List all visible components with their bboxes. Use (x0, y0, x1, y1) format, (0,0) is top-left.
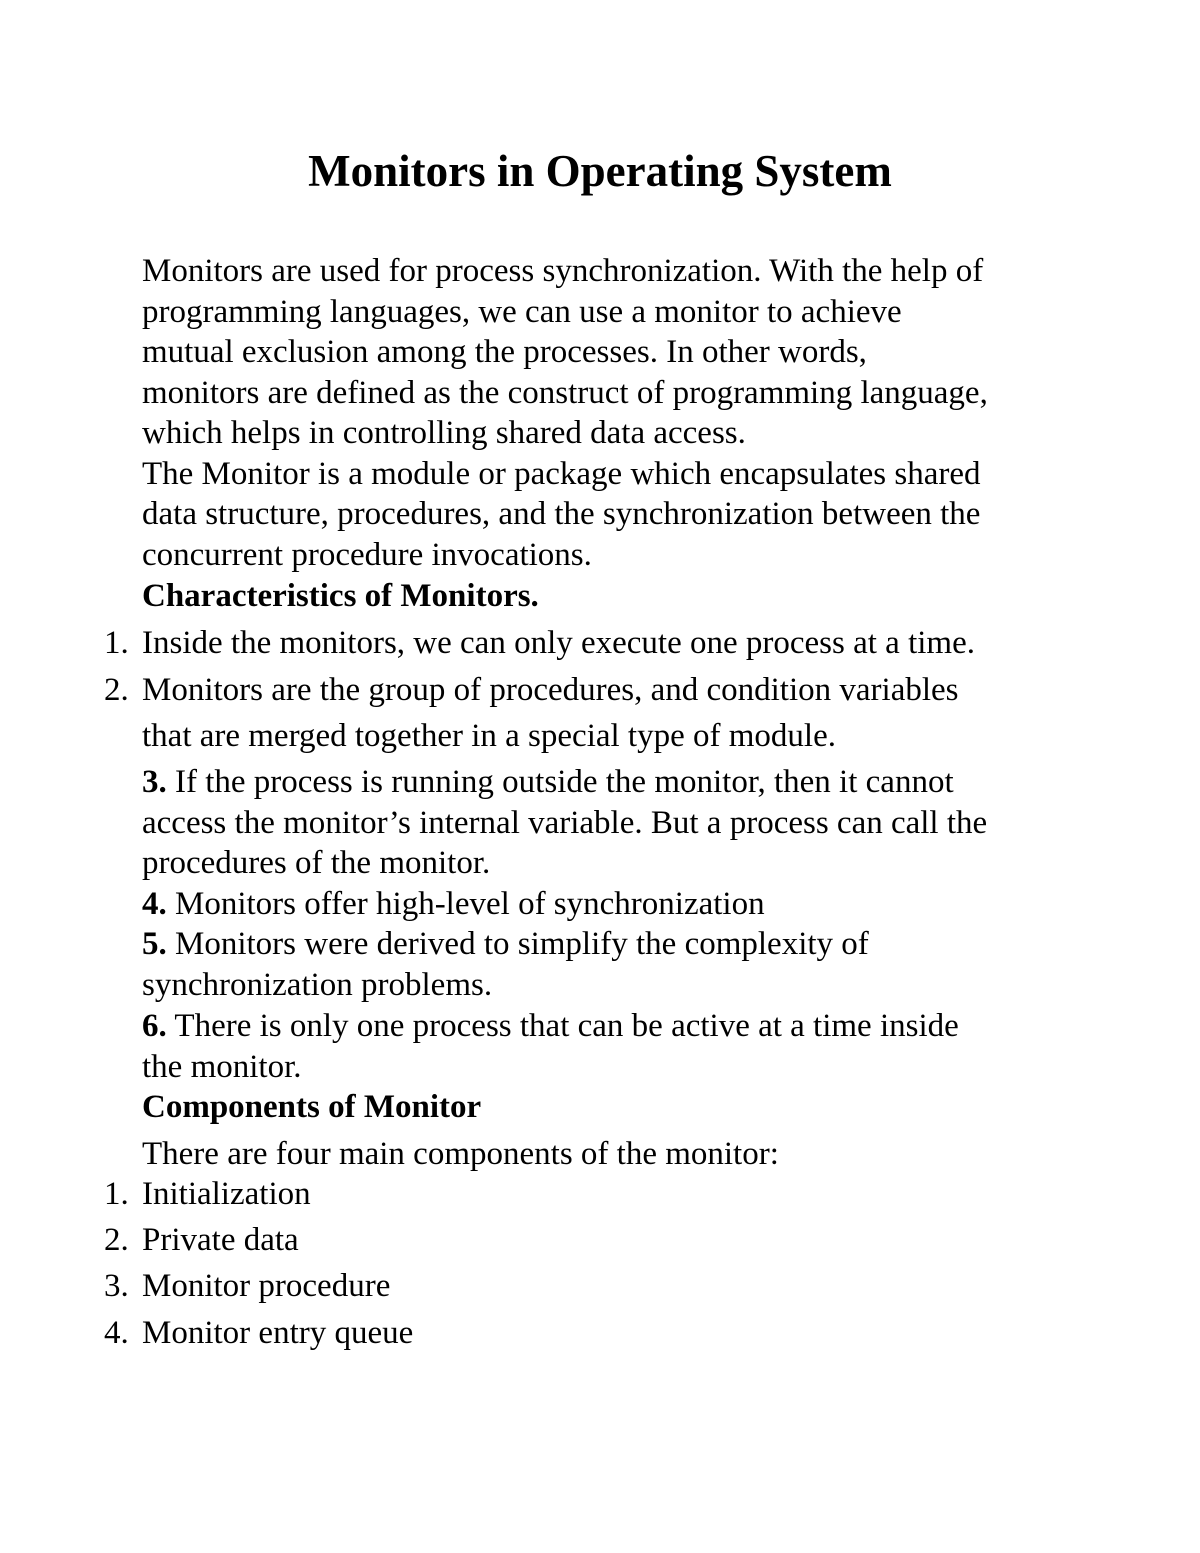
list-item-text: Private data (142, 1222, 299, 1258)
components-intro: There are four main components of the monitor: (142, 1136, 779, 1172)
component-item (104, 1220, 1104, 1260)
intro-line: concurrent procedure invocations. (142, 536, 592, 573)
characteristic-item (142, 1006, 1102, 1087)
characteristic-item-continued (142, 716, 1142, 756)
component-item (104, 1174, 1104, 1214)
list-item-text: access the monitor’s internal variable. But a process can call the (142, 804, 988, 841)
list-item-text: Inside the monitors, we can only execute one process at a time. (142, 625, 975, 661)
characteristic-item (142, 924, 1102, 1005)
list-number: 4. (142, 886, 167, 922)
intro-line: The Monitor is a module or package which encapsulates shared (142, 455, 981, 492)
component-item (104, 1266, 1104, 1306)
components-heading: Components of Monitor (142, 1089, 482, 1125)
list-number: 3. (142, 764, 167, 800)
intro-paragraph (142, 251, 1102, 575)
list-item-text: synchronization problems. (142, 966, 493, 1003)
component-item (104, 1313, 1104, 1353)
list-item-text: Monitor entry queue (142, 1315, 414, 1351)
characteristic-item (104, 623, 1104, 663)
list-item-text: There is only one process that can be active at a time inside (174, 1008, 959, 1044)
list-item-text: Monitor procedure (142, 1268, 391, 1304)
intro-line: programming languages, we can use a monitor to achieve (142, 293, 902, 330)
list-item-text: procedures of the monitor. (142, 845, 491, 881)
list-number: 4. (104, 1315, 129, 1351)
list-number: 2. (104, 672, 129, 708)
list-item-text: that are merged together in a special type of module. (142, 718, 836, 754)
list-item-text: Initialization (142, 1176, 311, 1212)
characteristic-item (142, 762, 1102, 884)
list-number: 6. (142, 1008, 167, 1044)
list-item-text: the monitor. (142, 1048, 302, 1085)
intro-line: which helps in controlling shared data access. (142, 415, 746, 451)
list-item-text: Monitors offer high-level of synchronization (175, 886, 765, 922)
list-number: 1. (104, 625, 129, 661)
list-number: 2. (104, 1222, 129, 1258)
list-number: 5. (142, 926, 167, 962)
intro-line: monitors are defined as the construct of programming language, (142, 374, 988, 411)
list-item-text: Monitors are the group of procedures, and condition variables (142, 672, 959, 708)
intro-line: mutual exclusion among the processes. In other words, (142, 334, 867, 370)
list-number: 1. (104, 1176, 129, 1212)
intro-line: Monitors are used for process synchronization. With the help of (142, 253, 984, 289)
characteristics-heading: Characteristics of Monitors. (142, 578, 539, 614)
characteristic-item (142, 884, 1102, 925)
characteristic-item (104, 670, 1104, 710)
list-item-text: Monitors were derived to simplify the complexity of (175, 926, 869, 962)
intro-line: data structure, procedures, and the synchronization between the (142, 496, 981, 532)
list-item-text: If the process is running outside the monitor, then it cannot (175, 764, 954, 800)
list-number: 3. (104, 1268, 129, 1304)
page-title: Monitors in Operating System (308, 146, 892, 196)
